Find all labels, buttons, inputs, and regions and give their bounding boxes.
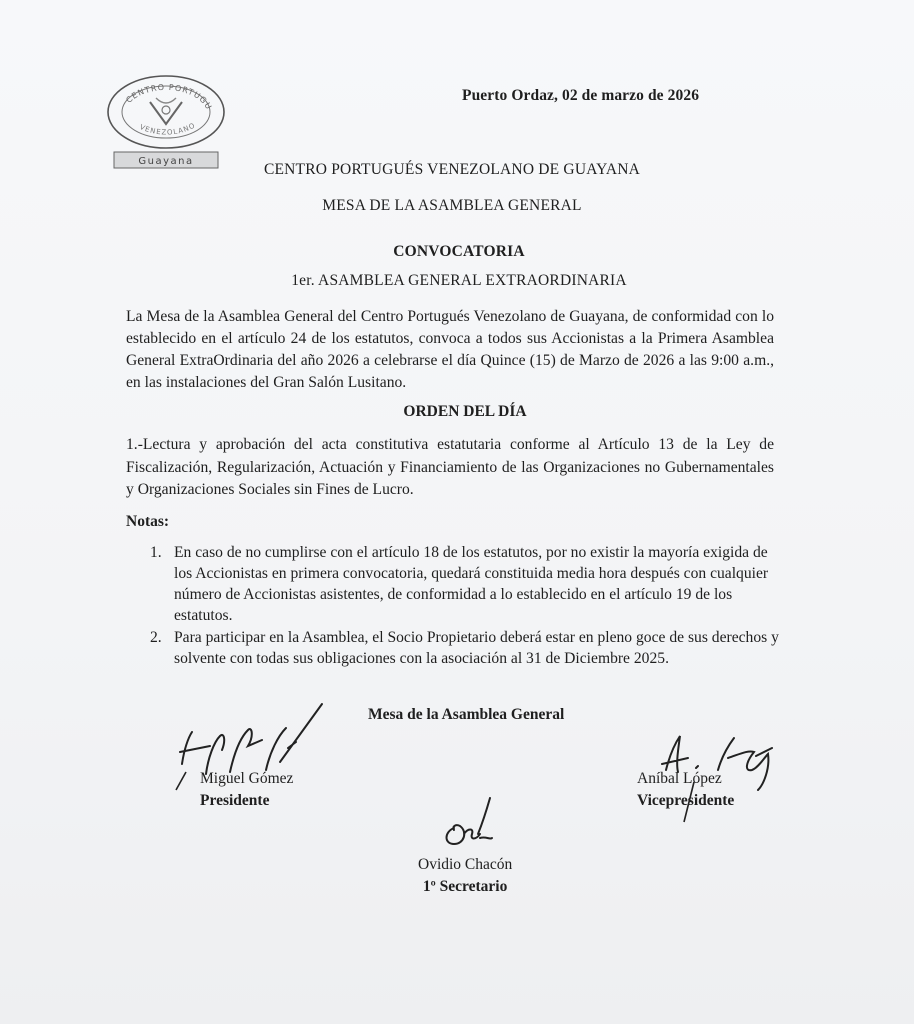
signer-role: Presidente	[200, 792, 270, 809]
agenda-title: ORDEN DEL DÍA	[403, 403, 527, 420]
note-text: En caso de no cumplirse con el artículo 18 de los estatutos, por no existir la mayoría exigida de los Accionistas en primera convocatoria, quedará constituida media hora después con cualquier número de Accionistas asistentes, de conformidad a lo establecido en el artículo 19 de los estatutos.	[174, 544, 769, 624]
logo-plate-text: Guayana	[138, 156, 194, 167]
assembly-board-title: MESA DE LA ASAMBLEA GENERAL	[322, 197, 582, 214]
signatures-heading: Mesa de la Asamblea General	[368, 706, 565, 723]
signer-role: Vicepresidente	[637, 792, 735, 809]
logo-text-top: CENTRO PORTUGU	[124, 82, 214, 112]
signer-president	[200, 768, 293, 812]
intro-paragraph: La Mesa de la Asamblea General del Centro Portugués Venezolano de Guayana, de conformidad con lo establecido en el artículo 24 de los estatutos, convoca a todos sus Accionistas a la Primera Asamblea General ExtraOrdinaria del año 2026 a celebrarse el día Quince (15) de Marzo de 2026 a las 9:00 a.m., en las instalaciones del Gran Salón Lusitano.	[126, 308, 774, 391]
signer-name: Aníbal López	[637, 770, 722, 787]
svg-text:CENTRO PORTUGUÊS	[104, 74, 214, 112]
note-item	[150, 627, 780, 669]
document-date: Puerto Ordaz, 02 de marzo de 2026	[462, 87, 700, 104]
note-number: 1.	[150, 544, 162, 561]
organization-name: CENTRO PORTUGUÉS VENEZOLANO DE GUAYANA	[263, 161, 641, 178]
notes-title: Notas:	[126, 513, 170, 530]
organization-logo	[104, 74, 228, 172]
note-number: 2.	[150, 629, 162, 646]
note-text: Para participar en la Asamblea, el Socio Propietario deberá estar en pleno goce de sus derechos y solvente con todas sus obligaciones con la asociación al 31 de Diciembre 2025.	[174, 629, 779, 667]
document-subtitle: 1er. ASAMBLEA GENERAL EXTRAORDINARIA	[291, 272, 627, 289]
logo-text-bottom: VENEZOLANO	[138, 121, 198, 137]
note-item	[150, 542, 780, 626]
signer-name: Ovidio Chacón	[418, 856, 513, 873]
signer-name: Miguel Gómez	[200, 770, 294, 787]
signer-vicepresident	[637, 768, 734, 812]
secretary-signature	[438, 794, 508, 858]
agenda-item-1: 1.-Lectura y aprobación del acta constitutiva estatutaria conforme al Artículo 13 de la Ley de Fiscalización, Regularización, Actuación y Financiamiento de las Organizaciones no Gubernamentales y Organizaciones Sociales sin Fines de Lucro.	[126, 436, 774, 498]
notes-list	[150, 542, 780, 670]
document-title: CONVOCATORIA	[393, 243, 525, 260]
signer-role: 1º Secretario	[422, 878, 508, 895]
signer-secretary	[418, 854, 512, 898]
